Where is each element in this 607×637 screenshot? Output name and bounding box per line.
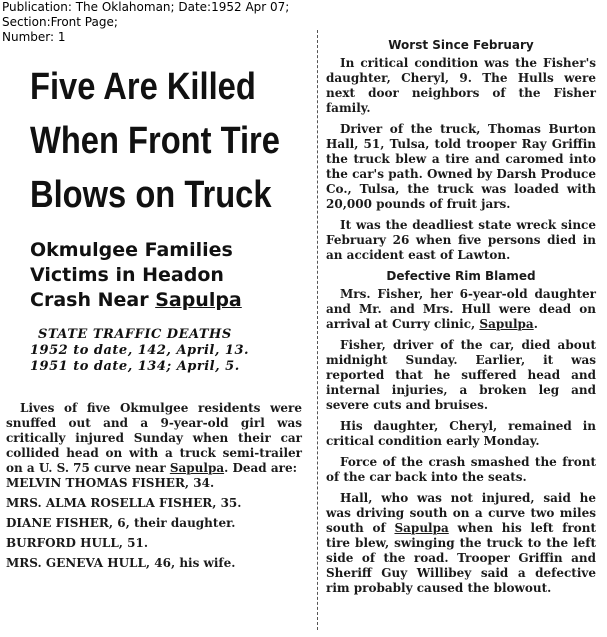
p4-text-b: . bbox=[533, 317, 538, 331]
victim-item: MRS. ALMA ROSELLA FISHER, 35. bbox=[6, 496, 242, 510]
right-paragraph: Fisher, driver of the car, died about midnight Sunday. Earlier, it was reported that he suffered head and internal injuries, a broken leg and severe cuts and bruises. bbox=[326, 338, 596, 412]
lead-text-a: Lives of five Okmulgee residents were snuffed out and a 9-year-old girl was critically injured Sunday when their car collided head on with a truck semi-trailer on a U. S. 75 curve near bbox=[6, 401, 302, 475]
right-paragraph: His daughter, Cheryl, remained in critical condition early Monday. bbox=[326, 419, 596, 448]
traffic-deaths-row-1951: 1951 to date, 134; April, 5. bbox=[30, 359, 240, 374]
p4-text-a: Mrs. Fisher, her 6-year-old daughter and Mr. and Mrs. Hull were dead on arrival at Curry clinic, bbox=[326, 287, 596, 331]
victim-item: MRS. GENEVA HULL, 46, his wife. bbox=[6, 556, 236, 570]
right-paragraph: Driver of the truck, Thomas Burton Hall, 51, Tulsa, told trooper Ray Griffin the truck blew a tire and caromed into the car's path. Owned by Darsh Produce Co., Tulsa, the truck was loaded with 20,000 pounds of fruit jars. bbox=[326, 122, 596, 211]
right-paragraph bbox=[326, 287, 596, 332]
victim-item: MELVIN THOMAS FISHER, 34. bbox=[6, 476, 215, 490]
right-paragraph bbox=[326, 491, 596, 596]
right-paragraph: In critical condition was the Fisher's daughter, Cheryl, 9. The Hulls were next door neighbors of the Fisher family. bbox=[326, 56, 596, 115]
subhead-line-2: Victims in Headon bbox=[30, 264, 224, 286]
lead-sapulpa: Sapulpa bbox=[169, 461, 225, 475]
metadata-line-1: Publication: The Oklahoman; Date:1952 Apr 07; Section:Front Page; bbox=[2, 0, 290, 29]
subhead-line-3 bbox=[30, 288, 302, 313]
lead-paragraph bbox=[6, 401, 302, 476]
subheadline bbox=[30, 238, 302, 313]
publication-metadata bbox=[2, 0, 302, 45]
traffic-deaths-title: STATE TRAFFIC DEATHS bbox=[38, 327, 232, 342]
p8-sapulpa: Sapulpa bbox=[394, 521, 449, 535]
subhead-sapulpa: Sapulpa bbox=[155, 289, 242, 311]
headline bbox=[30, 60, 280, 222]
right-paragraph: Force of the crash smashed the front of the car back into the seats. bbox=[326, 455, 596, 484]
headline-line-2: When Front Tire bbox=[30, 120, 280, 162]
lead-text-b: . Dead are: bbox=[224, 461, 298, 475]
lead-text bbox=[6, 401, 302, 476]
subhead-line-3-text: Crash Near bbox=[30, 289, 156, 311]
p8-text-b: when his left front tire blew, swinging the truck to the left side of the road. Trooper Griffin and Sheriff Guy Willibey said a defective rim probably caused the blowout. bbox=[326, 521, 596, 595]
p8-text-a: Hall, who was not injured, said he was driving south on a curve two miles south of bbox=[326, 491, 596, 535]
right-paragraph: It was the deadliest state wreck since February 26 when five persons died in an accident east of Lawton. bbox=[326, 218, 596, 262]
left-column bbox=[6, 54, 302, 576]
victim-item: BURFORD HULL, 51. bbox=[6, 536, 149, 550]
subhead-line-1: Okmulgee Families bbox=[30, 239, 233, 261]
traffic-deaths-box bbox=[30, 327, 302, 375]
victims-list bbox=[6, 476, 302, 571]
traffic-deaths-row-1952: 1952 to date, 142, April, 13. bbox=[30, 343, 250, 358]
p4-sapulpa: Sapulpa bbox=[479, 317, 534, 331]
metadata-line-2: Number: 1 bbox=[2, 30, 66, 44]
section-heading-defective-rim-blamed: Defective Rim Blamed bbox=[386, 269, 536, 283]
headline-line-3: Blows on Truck bbox=[30, 174, 272, 216]
right-column bbox=[326, 36, 596, 602]
section-heading-worst-since-february: Worst Since February bbox=[388, 38, 534, 52]
victim-item: DIANE FISHER, 6, their daughter. bbox=[6, 516, 236, 530]
headline-line-1: Five Are Killed bbox=[30, 66, 256, 108]
column-divider bbox=[317, 30, 318, 630]
